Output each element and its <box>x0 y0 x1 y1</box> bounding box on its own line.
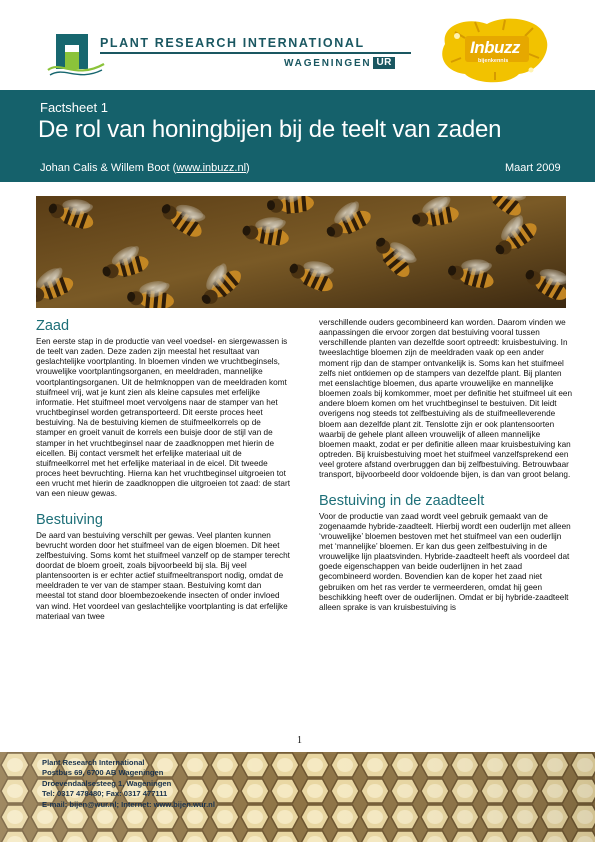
honeybees-photo <box>36 196 566 308</box>
section-gap <box>319 481 573 493</box>
section-heading-zaad: Zaad <box>36 318 70 334</box>
factsheet-label: Factsheet 1 <box>40 100 108 115</box>
footer-address: Droevendaalsesteeg 1, Wageningen <box>42 778 172 788</box>
org-subtitle <box>284 56 395 70</box>
section-gap <box>36 500 290 512</box>
authors-names: Johan Calis & Willem Boot ( <box>40 162 177 174</box>
authors <box>40 162 250 174</box>
footer <box>0 752 595 842</box>
section-text-zaad: Een eerste stap in de productie van veel voedsel- en siergewassen is de teelt van zaden. Deze zaden zijn meestal het resultaat van geslachtelijke voortplanting. In bloemen vinden we vruchtbeginsels, vrouwelijke voortplantingsorganen, en meeldraden, mannelijke voortplantingsorganen. Uit de helmknoppen van de meeldraden komt stuifmeel vrij, wat je kunt zien als kleine capsules met erfelijke informatie. Het stuifmeel moet vervolgens naar de stamper van het vruchtbeginsel worden getransporteerd. Dit eerste proces heet bestuiving. Na de bestuiving kiemen de stuifmeelkorrels op de stamper en groeit vanuit de korrels een buisje door de stijl van de stamper in het vruchtbeginsel naar de zaadknoppen met hierin de eicellen. Bij contact versmelt het erfelijke materiaal uit de stuifmeelkorrel met het erfelijke materiaal in de eicel. Dit tweede proces heet bevruchting. Hierna kan het vruchtbeginsel uitgroeien tot een vrucht met hierin de zaadknoppen die uitgroeien tot zaad: de start van een nieuw gewas. <box>36 337 290 499</box>
section-text-bestuiving: De aard van bestuiving verschilt per gewas. Veel planten kunnen bevrucht worden door het stuifmeel van de eigen bloemen. Dit heet zelfbestuiving. Soms komt het stuifmeel vanzelf op de stamper terecht doordat de bloem groeit, zoals bijvoorbeeld bij sla. Bij veel plantensoorten is er echter actief stuifmeeltransport nodig, omdat de meeldraden te ver van de stamper staan. Bestuiving komt dan meestal tot stand door bloembezoekende insecten of onder invloed van wind. Het voordeel van geslachtelijke voortplanting is dat erfelijke materiaal van twee <box>36 530 290 621</box>
section-heading-zaadteelt: Bestuiving in de zaadteelt <box>319 492 485 509</box>
honeybees-illustration <box>36 196 566 308</box>
logo-bar <box>0 0 595 90</box>
footer-contact <box>42 758 215 810</box>
publication-date: Maart 2009 <box>505 162 561 174</box>
footer-postal: Postbus 69, 6700 AB Wageningen <box>42 768 164 778</box>
authors-close: ) <box>246 162 250 174</box>
page-number: 1 <box>297 735 302 746</box>
inbuzz-tagline: bijenkennis <box>478 58 509 64</box>
footer-org: Plant Research International <box>42 758 145 767</box>
section-text-bestuiving-continued: verschillende ouders gecombineerd kan worden. Daarom vinden we aanpassingen die ervoor zorgen dat bestuiving vooral tussen verschillende planten van dezelfde soort optreedt: kruisbestuiving. In tweeslachtige bloemen zijn de meeldraden vaak op een ander moment rijp dan de stamper ontvankelijk is. Soms kan het stuifmeel zelfs niet ontkiemen op de stampers van dezelfde plant. Bij planten met eenslachtige bloemen, dus aparte vrouwelijke en mannelijke bloemen zoals bij komkommer, moet per definitie het stuifmeel uit een andere bloem komen om het vruchtbeginsel te bestuiven. Dit leidt overigens nog steeds tot zelfbestuiving als de stuifmeelleverende bloem aan dezelfde plant zit. Tenslotte zijn er ook plantensoorten waarbij de gehele plant alleen vrouwelijk of alleen mannelijke bloemen maakt, zodat er per definitie alleen maar kruisbestuiving kan optreden. Bij kruisbestuiving moet het stuifmeel vanzelfsprekend een veel grotere afstand overbruggen dan bij zelfbestuiving. Betrouwbaar transport, bijvoorbeeld door voldoende bijen, is dan van groot belang. <box>319 318 573 480</box>
inbuzz-link[interactable]: www.inbuzz.nl <box>176 162 247 174</box>
inbuzz-logo-text: Inbuzz <box>470 38 520 57</box>
wave-icon <box>46 58 106 78</box>
section-heading-bestuiving: Bestuiving <box>36 511 103 528</box>
page-title: De rol van honingbijen bij de teelt van zaden <box>38 116 502 143</box>
section-text-zaadteelt: Voor de productie van zaad wordt veel gebruik gemaakt van de zogenaamde hybride-zaadteelt. Hierbij wordt een ouderlijn met alleen ‘vrouwelijke’ bloemen bestoven met het stuifmeel van een ouderlijn met ‘mannelijke’ bloemen. Er kan dus geen zelfbestuiving in de vrouwelijke lijn plaatsvinden. Hybride-zaadteelt heeft als voordeel dat goede eigenschappen van beide ouderlijnen in het zaad gecombineerd worden. Bovendien kan de koper het zaad niet gebruiken om het ras verder te vermeerderen, omdat hij geen beschikking heeft over de ouderlijnen. Omdat er bij hybride-zaadteelt alleen sprake is van kruisbestuiving is <box>319 511 571 612</box>
org-sub-text: WAGENINGEN <box>284 57 372 69</box>
footer-email[interactable]: E-mail: bijen@wur.nl; Internet: www.bijen.wur.nl <box>42 799 215 809</box>
org-divider <box>100 52 411 54</box>
org-name: PLANT RESEARCH INTERNATIONAL <box>100 36 365 50</box>
footer-phone: Tel: 0317 478480; Fax: 0317 477111 <box>42 789 168 799</box>
org-sub-tag: UR <box>373 57 394 69</box>
right-column <box>319 318 573 613</box>
title-band <box>0 90 595 182</box>
left-column <box>36 318 290 622</box>
